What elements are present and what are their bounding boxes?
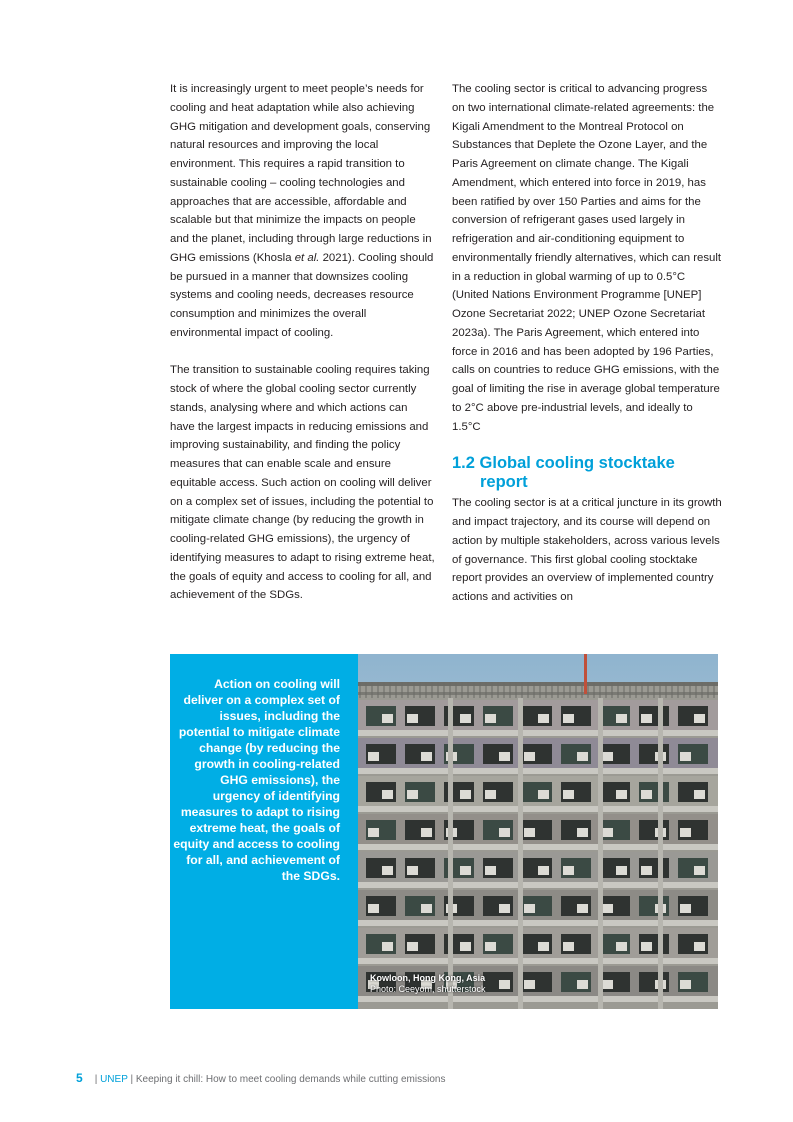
pull-quote-panel xyxy=(170,654,358,1009)
footer-brand: UNEP xyxy=(100,1074,128,1085)
left-paragraph-2: The transition to sustainable cooling requires taking stock of where the global cooling sector currently stands, analysing where and which actions can have the largest impacts in reducing emissions and improving sustainability, and finding the policy measures that can enable scale and ensure equitable access. Such action on cooling will deliver on a complex set of issues, including the potential to mitigate climate change (by reducing the growth in cooling-related GHG emissions), the urgency of identifying measures to adapt to rising extreme heat, the goals of equity and access to cooling for all, and achievement of the SDGs. xyxy=(170,364,435,602)
photo-location: Kowloon, Hong Kong, Asia xyxy=(370,973,486,983)
footer-title: Keeping it chill: How to meet cooling demands while cutting emissions xyxy=(135,1074,446,1085)
left-column xyxy=(170,80,435,605)
photo-illustration xyxy=(358,654,718,1009)
page-number: 5 xyxy=(76,1071,83,1085)
photo-credit: Photo: Ceeyom, shutterstock xyxy=(370,984,486,994)
left-paragraph-1: It is increasingly urgent to meet people’s needs for cooling and heat adaptation while also achieving GHG mitigation and development goals, conserving natural resources and improving the local environment. This requires a rapid transition to sustainable cooling – cooling technologies and approaches that are accessible, affordable and scalable but that minimize the impacts on people and the planet, including through large reductions in GHG emissions (Khosla et al. 2021). Cooling should be pursued in a manner that downsizes cooling systems and cooling needs, decreases resource consumption and minimizes the overall environmental impact of cooling. xyxy=(170,83,434,339)
footer-separator-2: | xyxy=(127,1074,136,1085)
right-paragraph-1: The cooling sector is critical to advancing progress on two international climate-related agreements: the Kigali Amendment to the Montreal Protocol on Substances that Deplete the Ozone Layer, and the Paris Agreement on climate change. The Kigali Amendment, which entered into force in 2019, has been ratified by over 150 Parties and aims for the conversion of refrigerant gases used largely in refrigeration and air-conditioning equipment to environmentally friendly alternatives, which can result in a reduction in global warming of up to 0.5°C (United Nations Environment Programme [UNEP] Ozone Secretariat 2022; UNEP Ozone Secretariat 2023a). The Paris Agreement, which entered into force in 2016 and has been adopted by 196 Parties, calls on countries to reduce GHG emissions, with the goal of limiting the rise in average global temperature to 2°C above pre-industrial levels, and ideally to 1.5°C xyxy=(452,83,722,433)
footer-separator: | xyxy=(94,1074,101,1085)
building-photo xyxy=(358,654,718,1009)
photo-caption xyxy=(370,973,486,995)
right-column xyxy=(452,80,722,607)
right-paragraph-2: The cooling sector is at a critical juncture in its growth and impact trajectory, and its course will depend on action by multiple stakeholders, across various levels of governance. This first global cooling stocktake report provides an overview of implemented country actions and activities on xyxy=(452,497,722,603)
section-heading: 1.2 Global cooling stocktake report xyxy=(452,454,675,492)
page-footer xyxy=(76,1071,445,1087)
pull-quote: Action on cooling will deliver on a complex set of issues, including the potential to mitigate climate change (by reducing the growth in cooling-related GHG emissions), the urgency of identifying measures to adapt to rising extreme heat, the goals of equity and access to cooling for all, and achievement of the SDGs. xyxy=(173,677,340,883)
